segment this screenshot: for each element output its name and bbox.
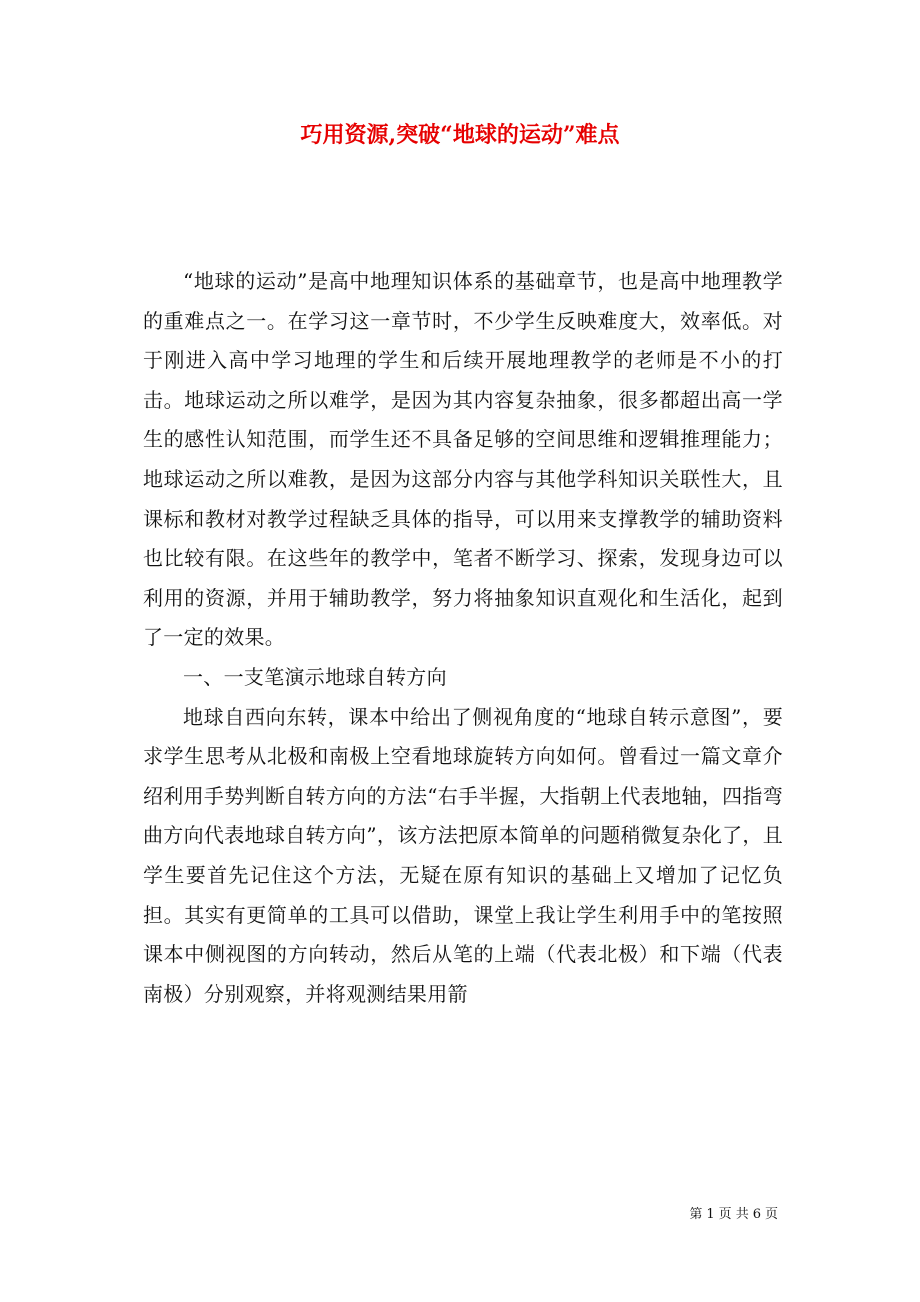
page-number-footer bbox=[687, 1205, 780, 1225]
footer-total-pages: 6 bbox=[752, 1207, 761, 1222]
footer-prefix: 第 bbox=[689, 1207, 703, 1222]
document-body bbox=[143, 262, 783, 1014]
footer-current-page: 1 bbox=[706, 1207, 715, 1222]
document-title: 巧用资源,突破“地球的运动”难点 bbox=[300, 122, 620, 148]
footer-page-unit: 页 bbox=[718, 1207, 732, 1222]
section-paragraph: 地球自西向东转，课本中给出了侧视角度的“地球自转示意图”，要求学生思考从北极和南极上空看地球旋转方向如何。曾看过一篇文章介绍利用手势判断自转方向的方法“右手半握，大指朝上代表地轴，四指弯曲方向代表地球自转方向”，该方法把原本简单的问题稍微复杂化了，且学生要首先记住这个方法，无疑在原有知识的基础上又增加了记忆负担。其实有更简单的工具可以借助，课堂上我让学生利用手中的笔按照课本中侧视图的方向转动，然后从笔的上端（代表北极）和下端（代表南极）分别观察，并将观测结果用箭 bbox=[143, 704, 783, 1006]
footer-total-prefix: 共 bbox=[735, 1207, 749, 1222]
section-heading: 一、一支笔演示地球自转方向 bbox=[183, 664, 447, 689]
footer-suffix: 页 bbox=[764, 1207, 778, 1222]
intro-paragraph: “地球的运动”是高中地理知识体系的基础章节，也是高中地理教学的重难点之一。在学习这一章节时，不少学生反映难度大，效率低。对于刚进入高中学习地理的学生和后续开展地理教学的老师是不小的打击。地球运动之所以难学，是因为其内容复杂抽象，很多都超出高一学生的感性认知范围，而学生还不具备足够的空间思维和逻辑推理能力；地球运动之所以难教，是因为这部分内容与其他学科知识关联性大，且课标和教材对教学过程缺乏具体的指导，可以用来支撑教学的辅助资料也比较有限。在这些年的教学中，笔者不断学习、探索，发现身边可以利用的资源，并用于辅助教学，努力将抽象知识直观化和生活化，起到了一定的效果。 bbox=[143, 269, 783, 650]
